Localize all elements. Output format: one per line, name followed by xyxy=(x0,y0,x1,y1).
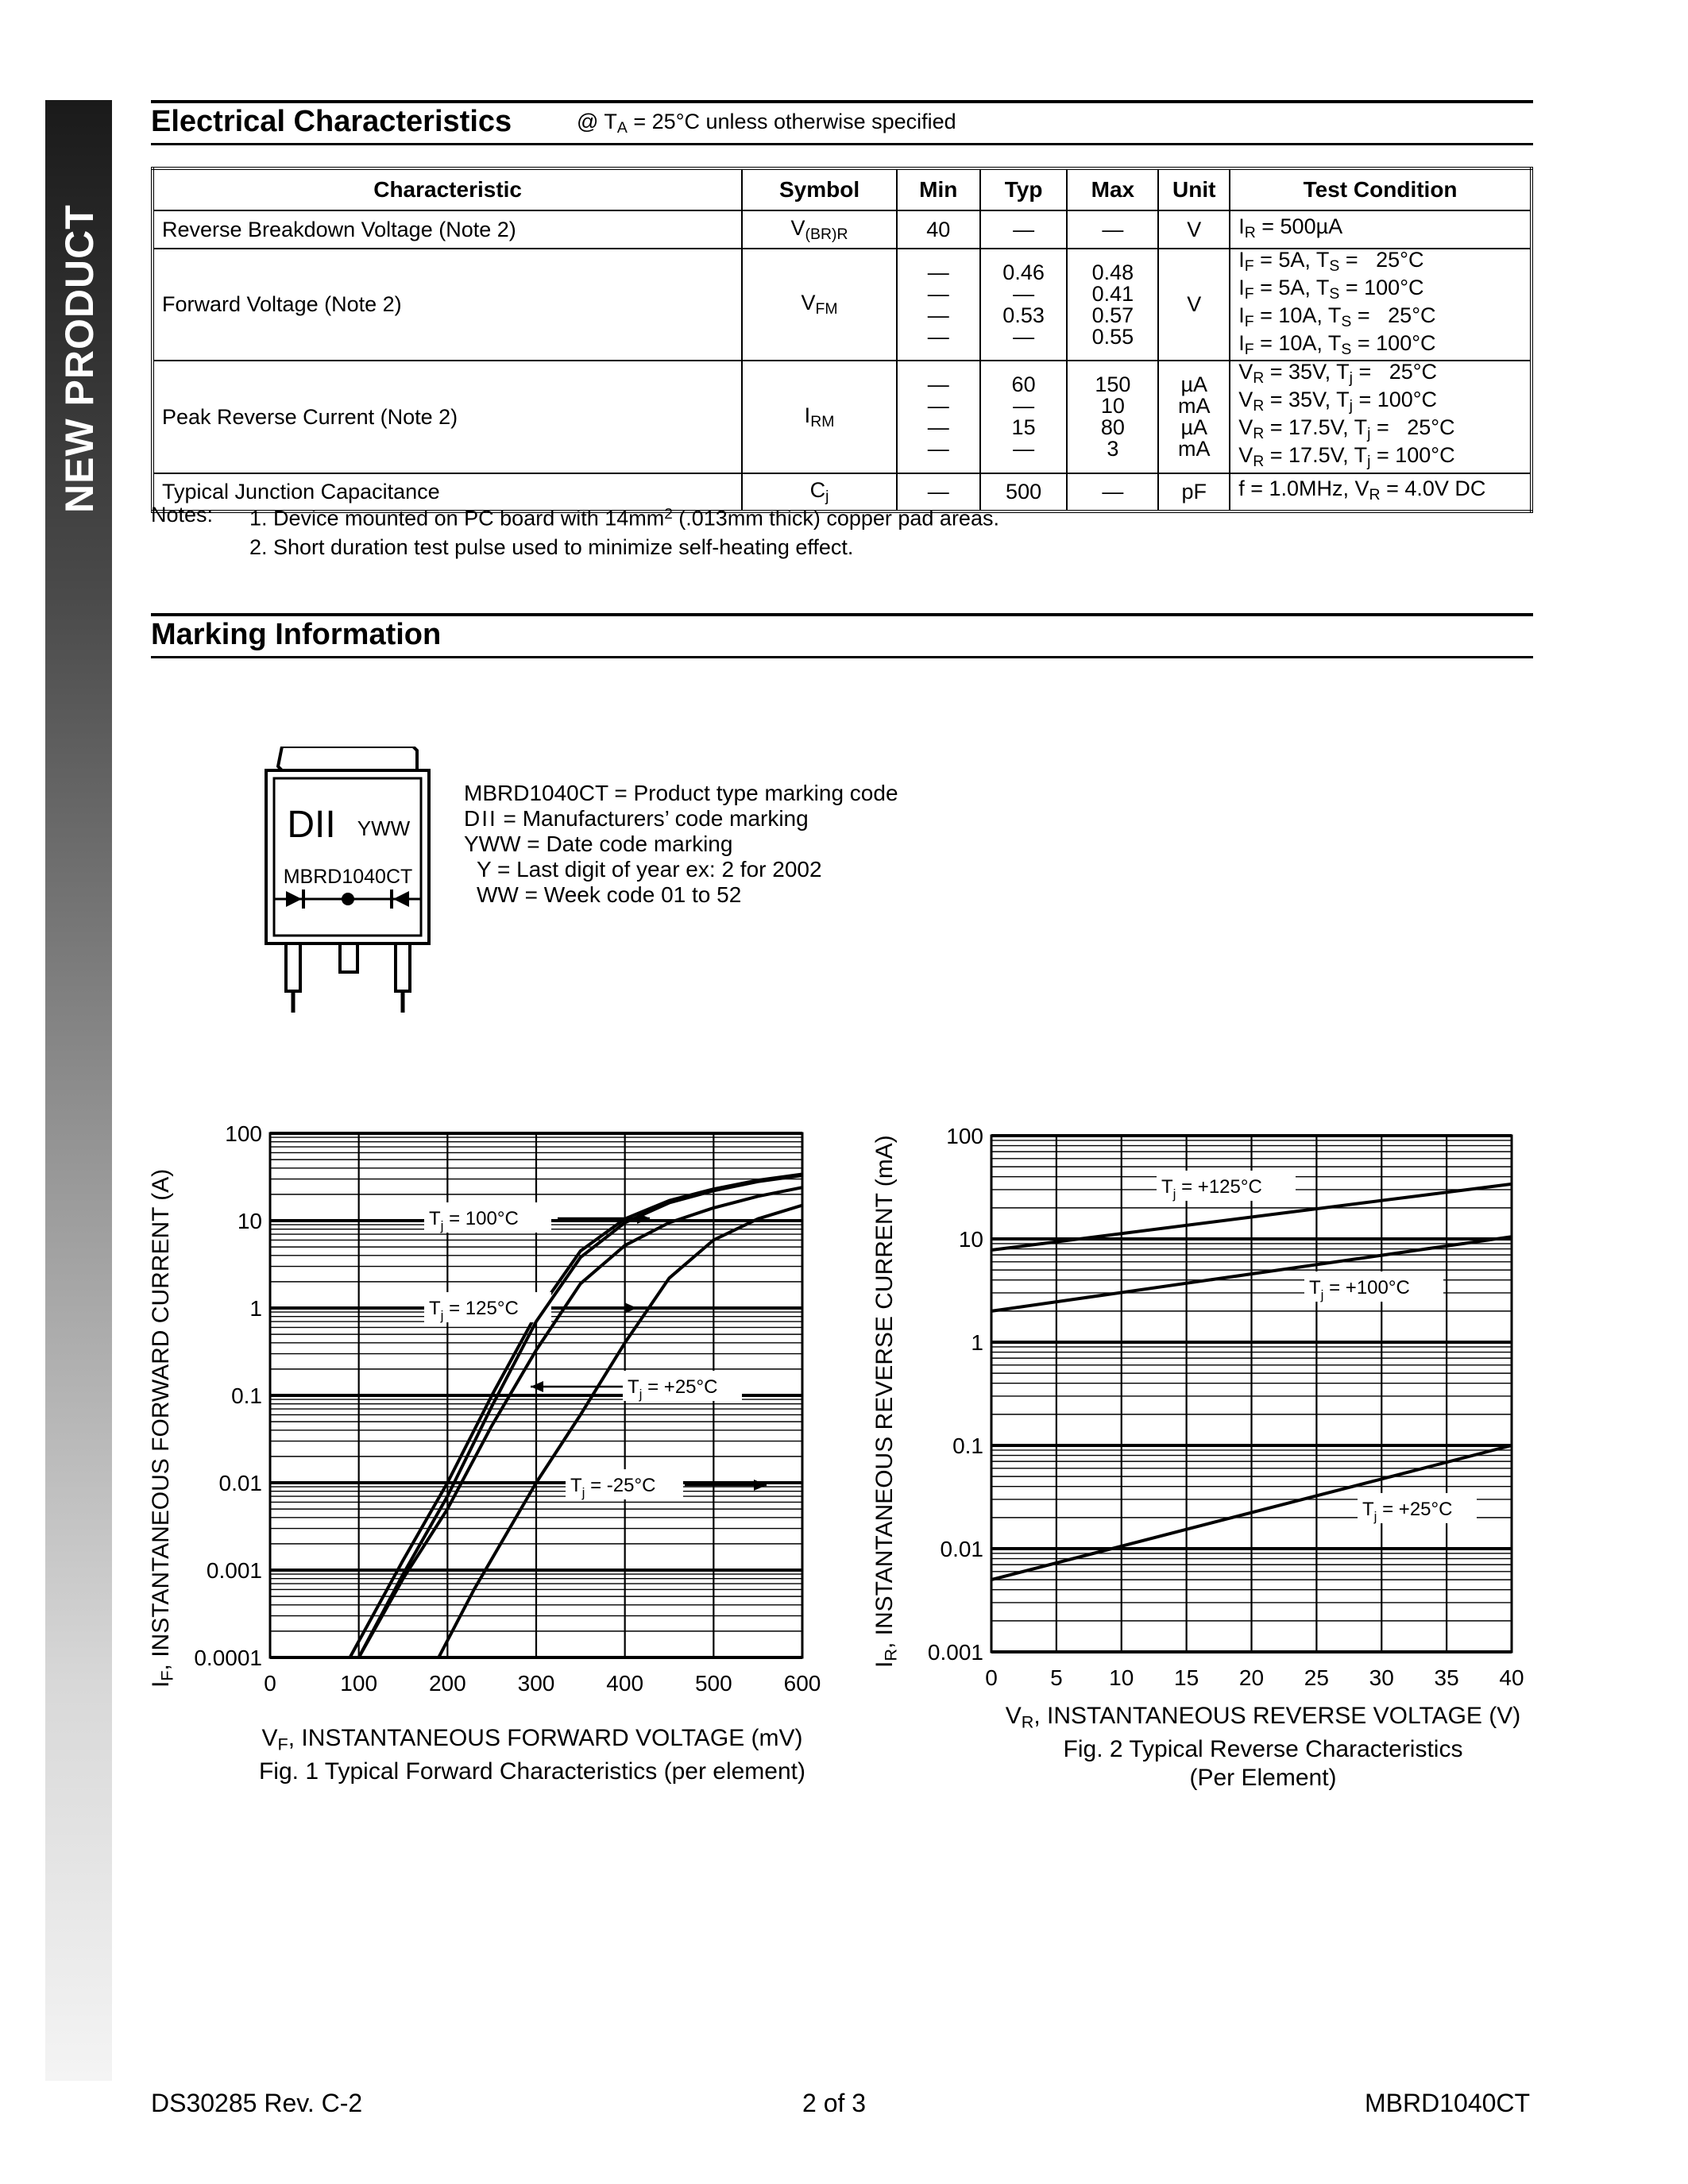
series-label-text: $T_j = +25^\circ C$ xyxy=(1362,1499,1453,1524)
package-logo: DII xyxy=(287,804,336,846)
table-row xyxy=(153,210,1532,249)
note-1: 1. Device mounted on PC board with $14mm^2$ (.013mm thick) copper pad areas. xyxy=(249,506,999,531)
header-min: Min xyxy=(897,168,980,210)
cell-characteristic: Forward Voltage (Note 2) xyxy=(153,249,742,361)
x-tick-label: 5 xyxy=(1050,1665,1063,1690)
x-tick-label: 100 xyxy=(340,1671,378,1696)
table-row xyxy=(153,249,1532,361)
marking-title: Marking Information xyxy=(151,618,442,651)
cell-min: — — — — xyxy=(897,361,980,473)
cell-typ: 60 — 15 — xyxy=(980,361,1068,473)
x-tick-label: 30 xyxy=(1369,1665,1394,1690)
cell-unit: V xyxy=(1158,249,1230,361)
notes-label: Notes: xyxy=(151,503,214,527)
header-symbol: Symbol xyxy=(742,168,897,210)
x-tick-label: 10 xyxy=(1109,1665,1134,1690)
x-tick-label: 300 xyxy=(517,1671,555,1696)
cell-min: 40 xyxy=(897,210,980,249)
cell-max: — xyxy=(1067,473,1158,511)
series-label-text: $T_j = 100^\circ C$ xyxy=(429,1208,519,1233)
header-typ: Typ xyxy=(980,168,1068,210)
marking-rule-bottom xyxy=(151,656,1533,658)
cell-unit: V xyxy=(1158,210,1230,249)
cell-symbol: $C_j$ xyxy=(742,473,897,511)
electrical-rule xyxy=(151,143,1533,145)
cell-min: — xyxy=(897,473,980,511)
fig2-xlabel: $V_R$, INSTANTANEOUS REVERSE VOLTAGE (V) xyxy=(1005,1703,1521,1732)
cell-min: — — — — xyxy=(897,249,980,361)
x-tick-label: 500 xyxy=(694,1671,732,1696)
electrical-condition: @ $T_A = 25^\circ C$ unless otherwise specified xyxy=(577,110,956,137)
y-tick-label: 100 xyxy=(946,1124,983,1148)
y-tick-label: 0.1 xyxy=(952,1433,983,1458)
y-tick-label: 10 xyxy=(237,1209,262,1233)
table-header-row xyxy=(153,168,1532,210)
header-unit: Unit xyxy=(1158,168,1230,210)
marking-line-1: MBRD1040CT = Product type marking code xyxy=(464,781,898,805)
series-label xyxy=(1304,1271,1443,1302)
series-label xyxy=(1358,1493,1477,1524)
package-drawing xyxy=(262,747,437,1017)
marking-line-5: WW = Week code 01 to 52 xyxy=(477,882,742,907)
header-max: Max xyxy=(1067,168,1158,210)
cell-characteristic: Reverse Breakdown Voltage (Note 2) xyxy=(153,210,742,249)
package-tab xyxy=(278,747,417,770)
cell-typ: — xyxy=(980,210,1068,249)
cell-test-condition: $I_F = 5A$, $T_S = 25^\circ C$ $I_F = 5A$, $T_S = 100^\circ C$ $I_F = 10A$, $T_S = 25^\circ C$ $I_F = 10A$, $T_S = 100^\circ C$ xyxy=(1230,249,1532,361)
cell-symbol: $V_{(BR)R}$ xyxy=(742,210,897,249)
fig2-chart xyxy=(906,1104,1549,1700)
package-part-code: MBRD1040CT xyxy=(283,866,413,888)
marking-legend xyxy=(464,781,898,908)
y-tick-label: 1 xyxy=(971,1330,983,1355)
series-label xyxy=(566,1469,767,1500)
top-rule xyxy=(151,100,1533,103)
fig2-caption-line2: (Per Element) xyxy=(1189,1765,1337,1791)
cell-symbol: $V_{FM}$ xyxy=(742,249,897,361)
series-label xyxy=(1157,1171,1296,1202)
series-label xyxy=(424,1292,637,1323)
y-tick-label: 1 xyxy=(249,1296,262,1321)
diode-symbol xyxy=(274,889,421,909)
fig1-caption: Fig. 1 Typical Forward Characteristics (per element) xyxy=(258,1758,805,1785)
y-tick-label: 0.001 xyxy=(206,1558,262,1583)
x-tick-label: 25 xyxy=(1304,1665,1329,1690)
x-tick-label: 200 xyxy=(428,1671,466,1696)
cell-typ: 0.46 — 0.53 — xyxy=(980,249,1068,361)
series-label xyxy=(531,1371,742,1402)
manufacturer-logo: DII xyxy=(464,806,497,831)
y-tick-label: 100 xyxy=(225,1121,262,1146)
cell-test-condition: f = 1.0MHz, $V_R = 4.0V$ DC xyxy=(1230,473,1532,511)
cell-test-condition: $I_R = 500\mu A$ xyxy=(1230,210,1532,249)
footer-part: MBRD1040CT xyxy=(1365,2089,1531,2117)
marking-line-3: YWW = Date code marking xyxy=(464,832,733,856)
marking-rule-top xyxy=(151,613,1533,616)
cell-test-condition: $V_R = 35V$, $T_j = 25^\circ C$ $V_R = 35V$, $T_j = 100^\circ C$ $V_R = 17.5V$, $T_j = 25^\circ C$ $V_R = 17.5V$, $T_j = 100^\circ C$ xyxy=(1230,361,1532,473)
series-label-text: $T_j = 125^\circ C$ xyxy=(429,1298,519,1323)
package-leads xyxy=(286,943,410,1013)
x-tick-label: 35 xyxy=(1434,1665,1459,1690)
package-inner xyxy=(274,778,421,936)
marking-line-2: DII = Manufacturers’ code marking xyxy=(464,806,809,831)
cell-characteristic: Peak Reverse Current (Note 2) xyxy=(153,361,742,473)
sidebar-label: NEW PRODUCT xyxy=(57,204,102,513)
note-2: 2. Short duration test pulse used to minimize self-heating effect. xyxy=(249,534,854,559)
x-tick-label: 40 xyxy=(1499,1665,1524,1690)
y-tick-label: 10 xyxy=(958,1227,983,1252)
x-tick-label: 20 xyxy=(1238,1665,1265,1690)
y-tick-label: 0.1 xyxy=(231,1383,262,1408)
cell-max: 0.48 0.41 0.57 0.55 xyxy=(1067,249,1158,361)
y-tick-label: 0.01 xyxy=(940,1537,983,1561)
x-tick-label: 0 xyxy=(264,1671,276,1696)
cell-symbol: $I_{RM}$ xyxy=(742,361,897,473)
header-test-condition: Test Condition xyxy=(1230,168,1532,210)
x-tick-label: 600 xyxy=(783,1671,821,1696)
series-label-text: $T_j = -25^\circ C$ xyxy=(570,1475,656,1500)
package-date-code: YWW xyxy=(357,816,411,840)
cell-max: 150 10 80 3 xyxy=(1067,361,1158,473)
footer-page: 2 of 3 xyxy=(802,2089,867,2117)
fig1-xlabel: $V_F$, INSTANTANEOUS FORWARD VOLTAGE (mV) xyxy=(261,1725,803,1754)
package-body xyxy=(266,770,429,943)
fig1-ylabel: $I_F$, INSTANTANEOUS FORWARD CURRENT (A) xyxy=(148,1168,177,1688)
series-label-text: $T_j = +100^\circ C$ xyxy=(1309,1277,1410,1302)
y-tick-label: 0.0001 xyxy=(194,1646,262,1670)
series-label-text: $T_j = +125^\circ C$ xyxy=(1161,1176,1262,1202)
electrical-table xyxy=(151,167,1533,513)
cell-unit: pF xyxy=(1158,473,1230,511)
series-label-text: $T_j = +25^\circ C$ xyxy=(628,1376,718,1402)
header-characteristic: Characteristic xyxy=(153,168,742,210)
footer-doc-id: DS30285 Rev. C-2 xyxy=(151,2089,363,2117)
sidebar-label-box xyxy=(45,100,112,513)
table-row xyxy=(153,361,1532,473)
cell-max: — xyxy=(1067,210,1158,249)
y-tick-label: 0.01 xyxy=(218,1471,262,1495)
fig2-caption-line1: Fig. 2 Typical Reverse Characteristics xyxy=(1063,1736,1463,1762)
y-tick-label: 0.001 xyxy=(927,1640,983,1665)
marking-line-4: Y = Last digit of year ex: 2 for 2002 xyxy=(477,857,822,882)
electrical-title: Electrical Characteristics xyxy=(151,105,512,138)
x-tick-label: 0 xyxy=(985,1665,998,1690)
x-tick-label: 400 xyxy=(606,1671,644,1696)
fig1-chart xyxy=(151,1104,842,1707)
cell-unit: µA mA µA mA xyxy=(1158,361,1230,473)
x-tick-label: 15 xyxy=(1174,1665,1199,1690)
fig2-ylabel: $I_R$, INSTANTANEOUS REVERSE CURRENT (mA) xyxy=(871,1135,901,1668)
cell-typ: 500 xyxy=(980,473,1068,511)
cell-characteristic: Typical Junction Capacitance xyxy=(153,473,742,511)
